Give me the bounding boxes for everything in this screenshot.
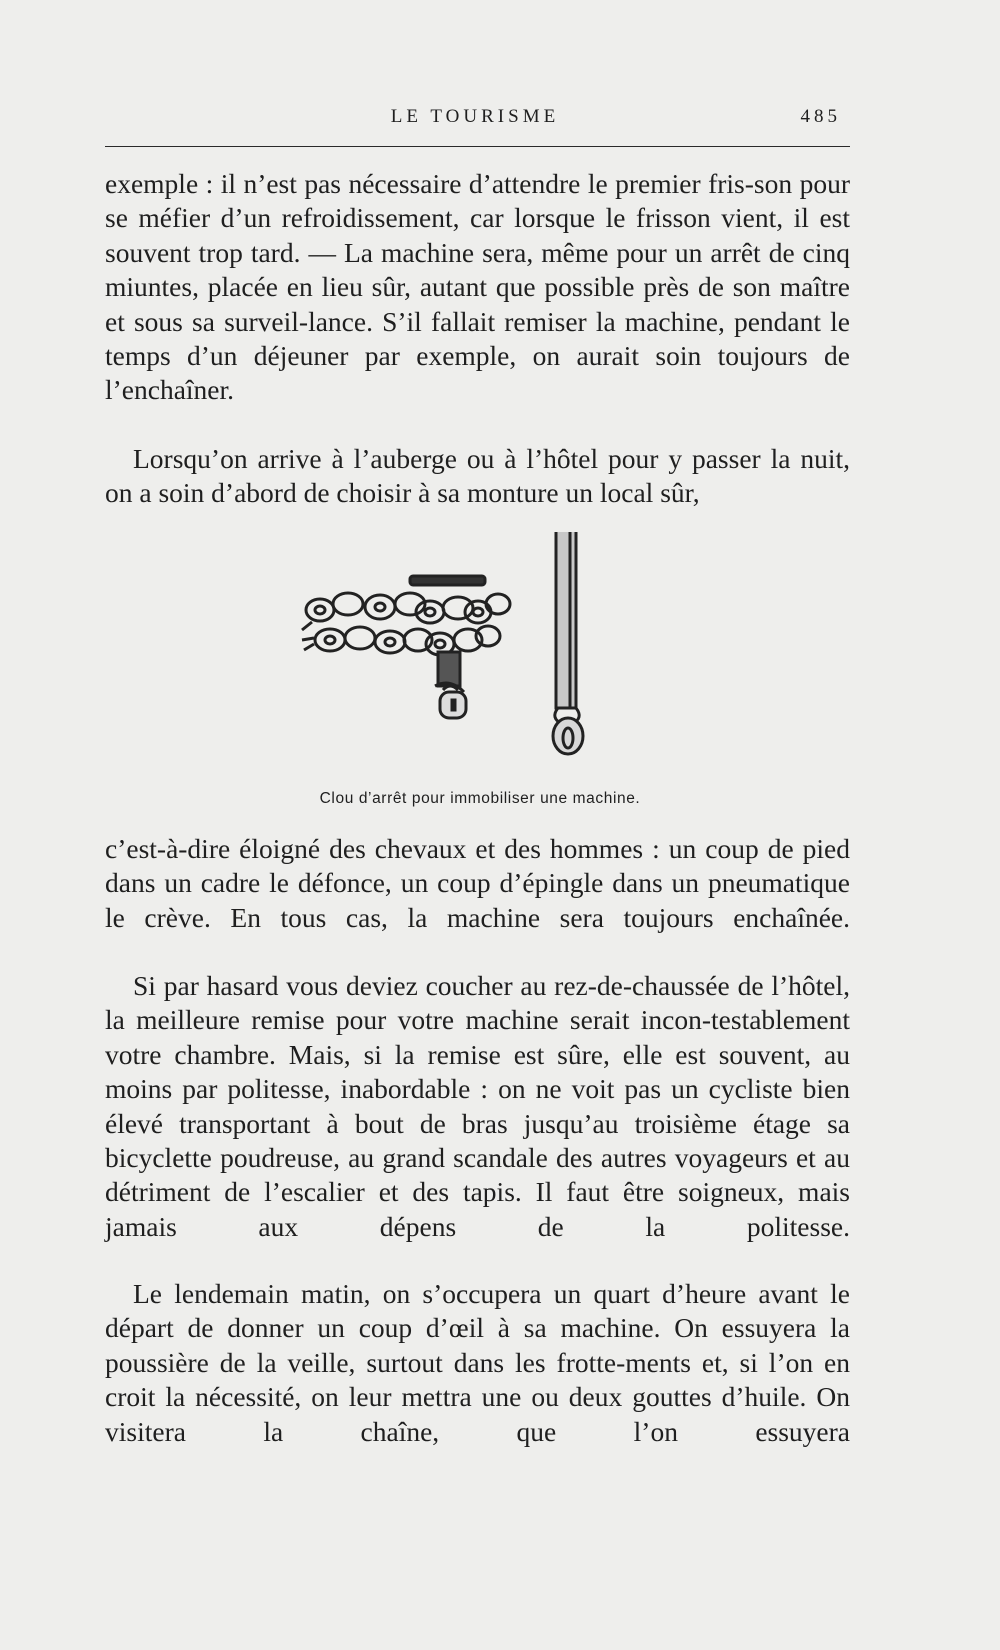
page-header [105, 106, 845, 132]
running-title: LE TOURISME [390, 106, 560, 127]
figure-caption: Clou d’arrêt pour immobiliser une machine. [319, 790, 641, 807]
paragraph-1: exemple : il n’est pas nécessaire d’attendre le premier fris-son pour se méfier d’un refroidissement, car lorsque le frisson vient, il est souvent trop tard. — La machine sera, même pour un arrêt de cinq miuntes, placée en lieu sûr, autant que possible près de son maître et sous sa surveil-lance. S’il fallait remiser la machine, pendant le temps d’un déjeuner par exemple, on aurait soin toujours de l’enchaîner. [105, 168, 850, 406]
paragraph-5: Le lendemain matin, on s’occupera un quart d’heure avant le départ de donner un coup d’œil à sa machine. On essuyera la poussière de la veille, surtout dans les frotte-ments et, si l’on en croit la nécessité, on leur mettra une ou deux gouttes d’huile. On visitera la chaîne, que l’on essuyera [105, 1278, 850, 1447]
paragraph-4: Si par hasard vous deviez coucher au rez-de-chaussée de l’hôtel, la meilleure remise pour votre machine serait incon-testablement votre chambre. Mais, si la remise est sûre, elle est souvent, au moins par politesse, inabordable : on ne voit pas un cycliste bien élevé transportant à bout de bras jusqu’au troisième étage sa bicyclette poudreuse, au grand scandale des autres voyageurs et au détriment de l’escalier et des tapis. Il faut être soigneux, mais jamais aux dépens de la politesse. [105, 970, 850, 1242]
paragraph-3: c’est-à-dire éloigné des chevaux et des hommes : un coup de pied dans un cadre le défonce, un coup d’épingle dans un pneumatique le crève. En tous cas, la machine sera toujours enchaînée. [105, 833, 850, 933]
page-number: 485 [800, 106, 841, 127]
paragraph-2: Lorsqu’on arrive à l’auberge ou à l’hôtel pour y passer la nuit, on a soin d’abord de choisir à sa monture un local sûr, [105, 443, 850, 509]
chain-and-spike-engraving [300, 532, 670, 782]
figure-chain-lock-illustration [300, 532, 670, 782]
header-rule [105, 146, 850, 147]
